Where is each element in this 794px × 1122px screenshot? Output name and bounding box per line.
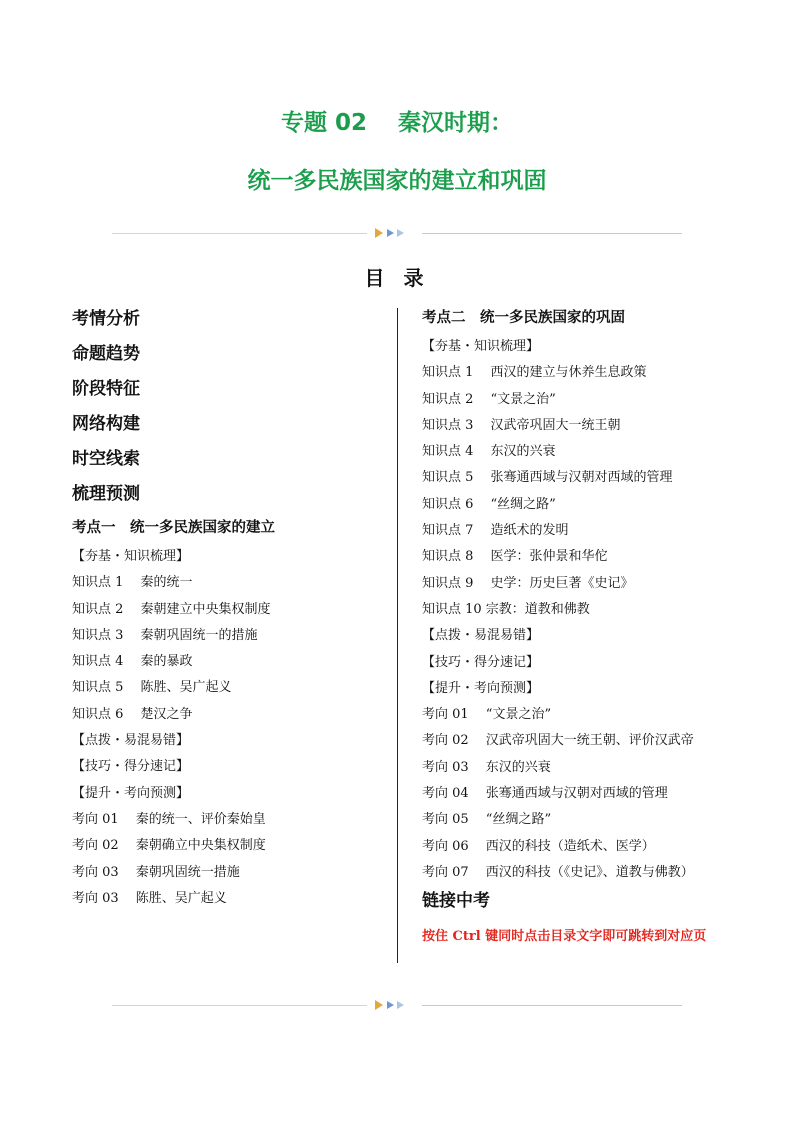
toc-item[interactable]: 知识点 2 “文景之治”	[422, 391, 556, 407]
top-divider	[112, 228, 682, 240]
arrow-icon	[387, 1001, 394, 1009]
toc-item[interactable]: 考向 04 张骞通西域与汉朝对西域的管理	[422, 786, 668, 802]
toc-item[interactable]: 考向 01 秦的统一、评价秦始皇	[72, 811, 266, 827]
toc-item[interactable]: 【技巧・得分速记】	[422, 654, 540, 670]
arrow-icon	[397, 229, 404, 237]
toc-item[interactable]: 考向 03 秦朝巩固统一措施	[72, 864, 240, 880]
toc-item[interactable]: 知识点 5 张骞通西域与汉朝对西域的管理	[422, 470, 673, 486]
toc-item[interactable]: 【点拨・易混易错】	[72, 733, 190, 749]
toc-item[interactable]: 考向 02 汉武帝巩固大一统王朝、评价汉武帝	[422, 733, 694, 749]
toc-item[interactable]: 【技巧・得分速记】	[72, 759, 190, 775]
toc-main-item[interactable]: 命题趋势	[72, 344, 140, 364]
toc-item[interactable]: 知识点 1 秦的统一	[72, 575, 193, 591]
toc-left-column	[72, 306, 275, 914]
toc-item[interactable]: 知识点 3 秦朝巩固统一的措施	[72, 627, 258, 643]
toc-main-item[interactable]: 时空线索	[72, 449, 140, 469]
toc-item[interactable]: 考向 03 陈胜、吴广起义	[72, 890, 227, 906]
ctrl-click-note: 按住 Ctrl 键同时点击目录文字即可跳转到对应页	[422, 929, 707, 945]
bottom-divider	[112, 1000, 682, 1012]
toc-item[interactable]: 知识点 5 陈胜、吴广起义	[72, 680, 232, 696]
arrow-icon	[397, 1001, 404, 1009]
toc-link-exam[interactable]: 链接中考	[422, 891, 490, 912]
arrow-icon	[375, 1000, 383, 1010]
title-line-1: 专题 02 秦汉时期：	[280, 110, 514, 136]
column-divider	[397, 308, 398, 963]
toc-item[interactable]: 知识点 7 造纸术的发明	[422, 523, 569, 539]
toc-item[interactable]: 知识点 2 秦朝建立中央集权制度	[72, 601, 271, 617]
toc-item[interactable]: 知识点 8 医学：张仲景和华佗	[422, 549, 608, 565]
toc-right-column	[422, 306, 706, 944]
toc-item[interactable]: 考向 05 “丝绸之路”	[422, 812, 552, 828]
toc-item[interactable]: 【夯基・知识梳理】	[72, 549, 190, 564]
toc-item[interactable]: 【提升・考向预测】	[72, 785, 190, 801]
title-line-2: 统一多民族国家的建立和巩固	[247, 168, 547, 194]
toc-item[interactable]: 考向 01 “文景之治”	[422, 707, 552, 723]
toc-main-item[interactable]: 阶段特征	[72, 379, 140, 399]
toc-item[interactable]: 考向 02 秦朝确立中央集权制度	[72, 838, 266, 854]
toc-item[interactable]: 知识点 10 宗教：道教和佛教	[422, 601, 590, 617]
toc-item[interactable]: 知识点 6 “丝绸之路”	[422, 496, 556, 512]
toc-section-title[interactable]: 考点二 统一多民族国家的巩固	[422, 310, 625, 326]
toc-item[interactable]: 考向 03 东汉的兴衰	[422, 759, 551, 775]
toc-main-item[interactable]: 梳理预测	[72, 484, 140, 504]
toc-item[interactable]: 考向 06 西汉的科技（造纸术、医学）	[422, 838, 655, 854]
toc-item[interactable]: 知识点 4 东汉的兴衰	[422, 444, 556, 460]
arrow-icon	[387, 229, 394, 237]
toc-main-item[interactable]: 网络构建	[72, 414, 140, 434]
toc-item[interactable]: 【提升・考向预测】	[422, 680, 540, 696]
toc-heading: 目 录	[364, 266, 430, 290]
toc-item[interactable]: 【点拨・易混易错】	[422, 628, 540, 644]
toc-section-title[interactable]: 考点一 统一多民族国家的建立	[72, 520, 275, 536]
arrow-icon	[375, 228, 383, 238]
toc-item[interactable]: 知识点 1 西汉的建立与休养生息政策	[422, 365, 647, 381]
toc-item[interactable]: 考向 07 西汉的科技（《史记》、道教与佛教）	[422, 864, 694, 880]
toc-item[interactable]: 知识点 9 史学：历史巨著《史记》	[422, 575, 634, 591]
toc-item[interactable]: 知识点 3 汉武帝巩固大一统王朝	[422, 417, 621, 433]
toc-item[interactable]: 【夯基・知识梳理】	[422, 339, 540, 354]
toc-item[interactable]: 知识点 4 秦的暴政	[72, 654, 193, 670]
toc-item[interactable]: 知识点 6 楚汉之争	[72, 706, 193, 722]
toc-main-item[interactable]: 考情分析	[72, 309, 140, 329]
